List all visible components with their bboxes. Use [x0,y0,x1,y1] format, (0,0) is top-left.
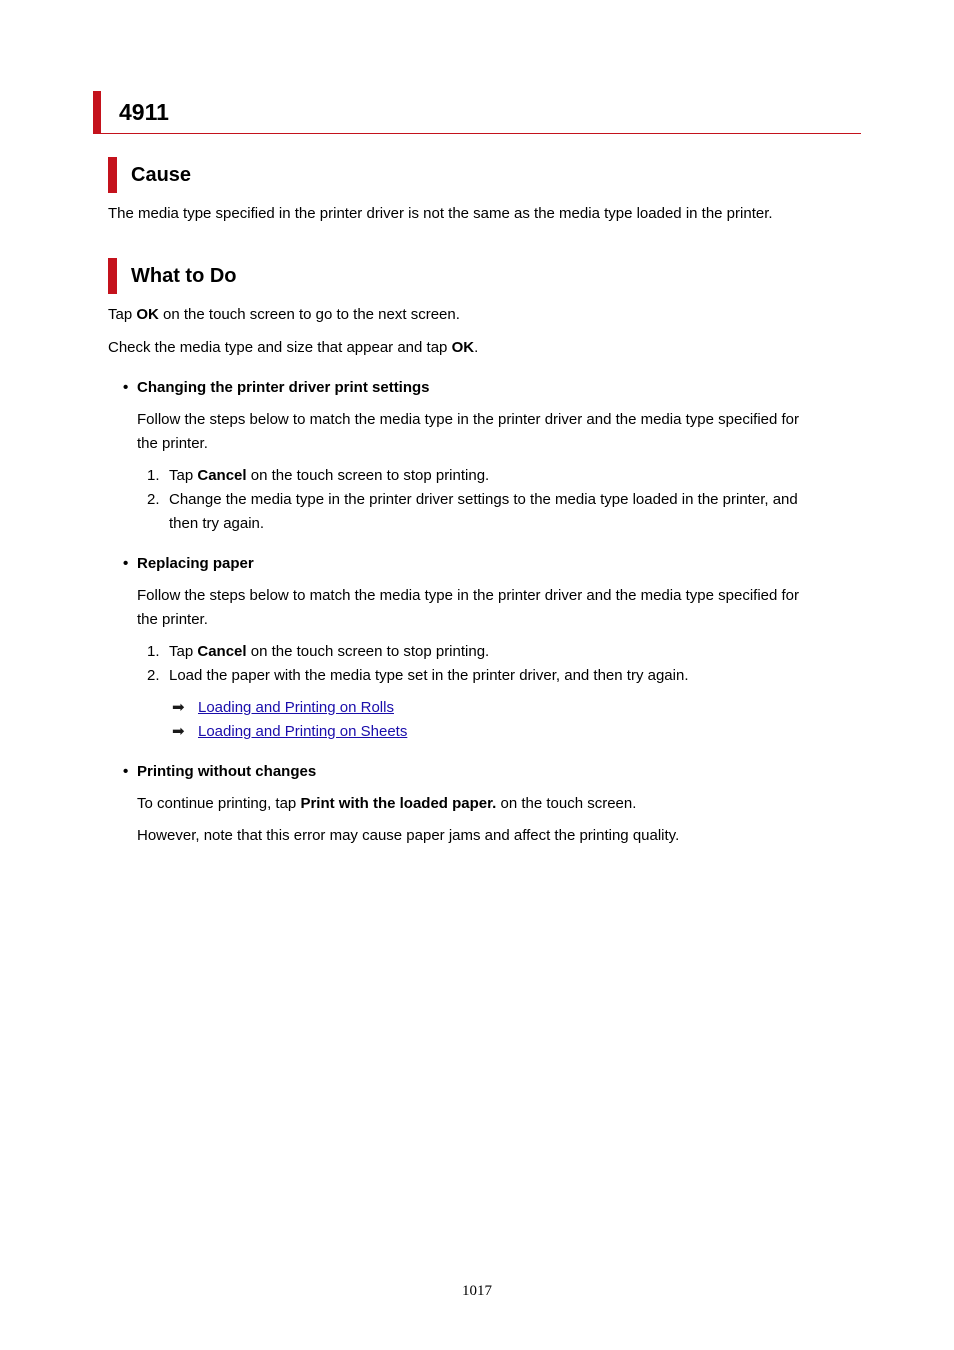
arrow-right-icon: ➡ [172,699,185,716]
cause-heading: Cause [131,164,192,186]
arrow-right-icon: ➡ [172,723,185,740]
section-text: However, note that this error may cause paper jams and affect the printing quality. [137,827,680,844]
step-number: 1. [147,467,160,484]
instruction-line-2: Check the media type and size that appear and tap OK. [108,339,479,356]
step-number: 2. [147,491,160,508]
step-text: Load the paper with the media type set in the printer driver, and then try again. [169,667,689,684]
instruction-line-1: Tap OK on the touch screen to go to the next screen. [108,306,460,323]
step-text: Tap Cancel on the touch screen to stop printing. [169,467,490,484]
cause-heading-block [108,157,608,193]
section-intro: Follow the steps below to match the media type in the printer driver and the media type specified for [137,587,800,604]
what-to-do-heading: What to Do [131,265,237,287]
bullet-marker: • [123,379,129,396]
step-number: 2. [147,667,160,684]
heading-accent-bar [108,258,117,294]
step-text-cont: then try again. [169,515,265,532]
section-text: To continue printing, tap Print with the loaded paper. on the touch screen. [137,795,637,812]
page-number: 1017 [462,1283,492,1299]
heading-accent-bar [108,157,117,193]
section-title-driver-settings: Changing the printer driver print settings [137,379,430,396]
section-intro: Follow the steps below to match the media type in the printer driver and the media type specified for [137,411,800,428]
page-title: 4911 [119,99,169,125]
section-intro-cont: the printer. [137,435,208,452]
bullet-marker: • [123,555,129,572]
step-number: 1. [147,643,160,660]
section-title-printing-without-changes: Printing without changes [137,763,317,780]
section-intro-cont: the printer. [137,611,208,628]
page-title-header [93,91,861,134]
step-text: Change the media type in the printer driver settings to the media type loaded in the printer, and [169,491,798,508]
section-title-replacing-paper: Replacing paper [137,555,254,572]
step-text: Tap Cancel on the touch screen to stop printing. [169,643,490,660]
bullet-marker: • [123,763,129,780]
title-accent-bar [93,91,101,133]
link-loading-printing-rolls[interactable]: Loading and Printing on Rolls [198,699,394,716]
what-to-do-heading-block [108,258,608,294]
link-loading-printing-sheets[interactable]: Loading and Printing on Sheets [198,723,408,740]
cause-text: The media type specified in the printer driver is not the same as the media type loaded in the printer. [108,205,773,222]
